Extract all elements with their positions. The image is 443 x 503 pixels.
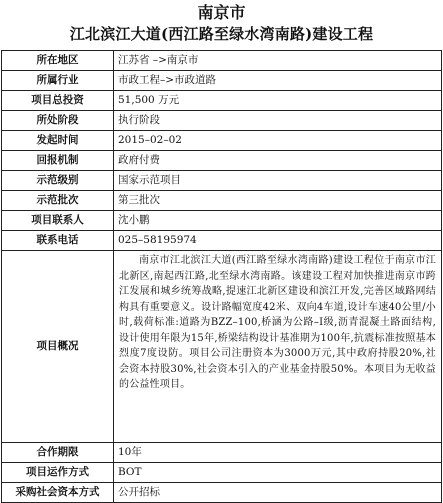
demo-batch-value: 第三批次: [114, 191, 442, 211]
stage-label: 所处阶段: [2, 111, 114, 131]
operation-mode-label: 项目运作方式: [2, 463, 114, 483]
total-investment-value: 51,500 万元: [114, 91, 442, 111]
table-row: [2, 151, 442, 171]
launch-date-value: 2015–02–02: [114, 131, 442, 151]
table-row: [2, 51, 442, 71]
procurement-method-value: 公开招标: [114, 483, 442, 503]
contact-phone-label: 联系电话: [2, 231, 114, 251]
table-row: [2, 91, 442, 111]
return-mechanism-value: 政府付费: [114, 151, 442, 171]
industry-label: 所属行业: [2, 71, 114, 91]
launch-date-label: 发起时间: [2, 131, 114, 151]
table-row: [2, 251, 442, 443]
overview-text: 南京市江北滨江大道(西江路至绿水湾南路)建设工程位于南京市江北新区,南起西江路,北至绿水湾南路。该建设工程对加快推进南京市跨江发展和城乡统筹战略,提速江北新区建设和滨江开发,完善区域路网结构具有重要意义。设计路幅宽度42米、双向4车道,设计车速40公里/小时,载荷标准:道路为BZZ–100,桥涵为公路–I级,沥青混凝土路面结构,设计使用年限为15年,桥梁结构设计基准期为100年,抗震标准按照基本烈度7度设防。项目公司注册资本为3000万元,其中政府持股20%,社会资本持股30%,社会资本引入的产业基金持股50%。本项目为无收益的公益性项目。: [114, 251, 442, 443]
table-row: [2, 111, 442, 131]
overview-label: 项目概况: [2, 251, 114, 443]
region-label: 所在地区: [2, 51, 114, 71]
contact-person-label: 项目联系人: [2, 211, 114, 231]
contact-phone-value: 025–58195974: [114, 231, 442, 251]
total-investment-label: 项目总投资: [2, 91, 114, 111]
city-title: 南京市: [197, 3, 246, 22]
project-title: 江北滨江大道(西江路至绿水湾南路)建设工程: [69, 25, 374, 43]
table-row: [2, 483, 442, 503]
demo-level-label: 示范级别: [2, 171, 114, 191]
procurement-method-label: 采购社会资本方式: [2, 483, 114, 503]
project-info-table: [1, 50, 442, 503]
demo-level-value: 国家示范项目: [114, 171, 442, 191]
industry-value: 市政工程–>市政道路: [114, 71, 442, 91]
table-row: [2, 191, 442, 211]
table-row: [2, 463, 442, 483]
table-row: [2, 131, 442, 151]
demo-batch-label: 示范批次: [2, 191, 114, 211]
cooperation-term-value: 10年: [114, 443, 442, 463]
stage-value: 执行阶段: [114, 111, 442, 131]
table-row: [2, 231, 442, 251]
table-row: [2, 71, 442, 91]
contact-person-value: 沈小鹏: [114, 211, 442, 231]
operation-mode-value: BOT: [114, 463, 442, 483]
cooperation-term-label: 合作期限: [2, 443, 114, 463]
table-row: [2, 211, 442, 231]
return-mechanism-label: 回报机制: [2, 151, 114, 171]
region-value: 江苏省 –>南京市: [114, 51, 442, 71]
table-row: [2, 443, 442, 463]
table-row: [2, 171, 442, 191]
